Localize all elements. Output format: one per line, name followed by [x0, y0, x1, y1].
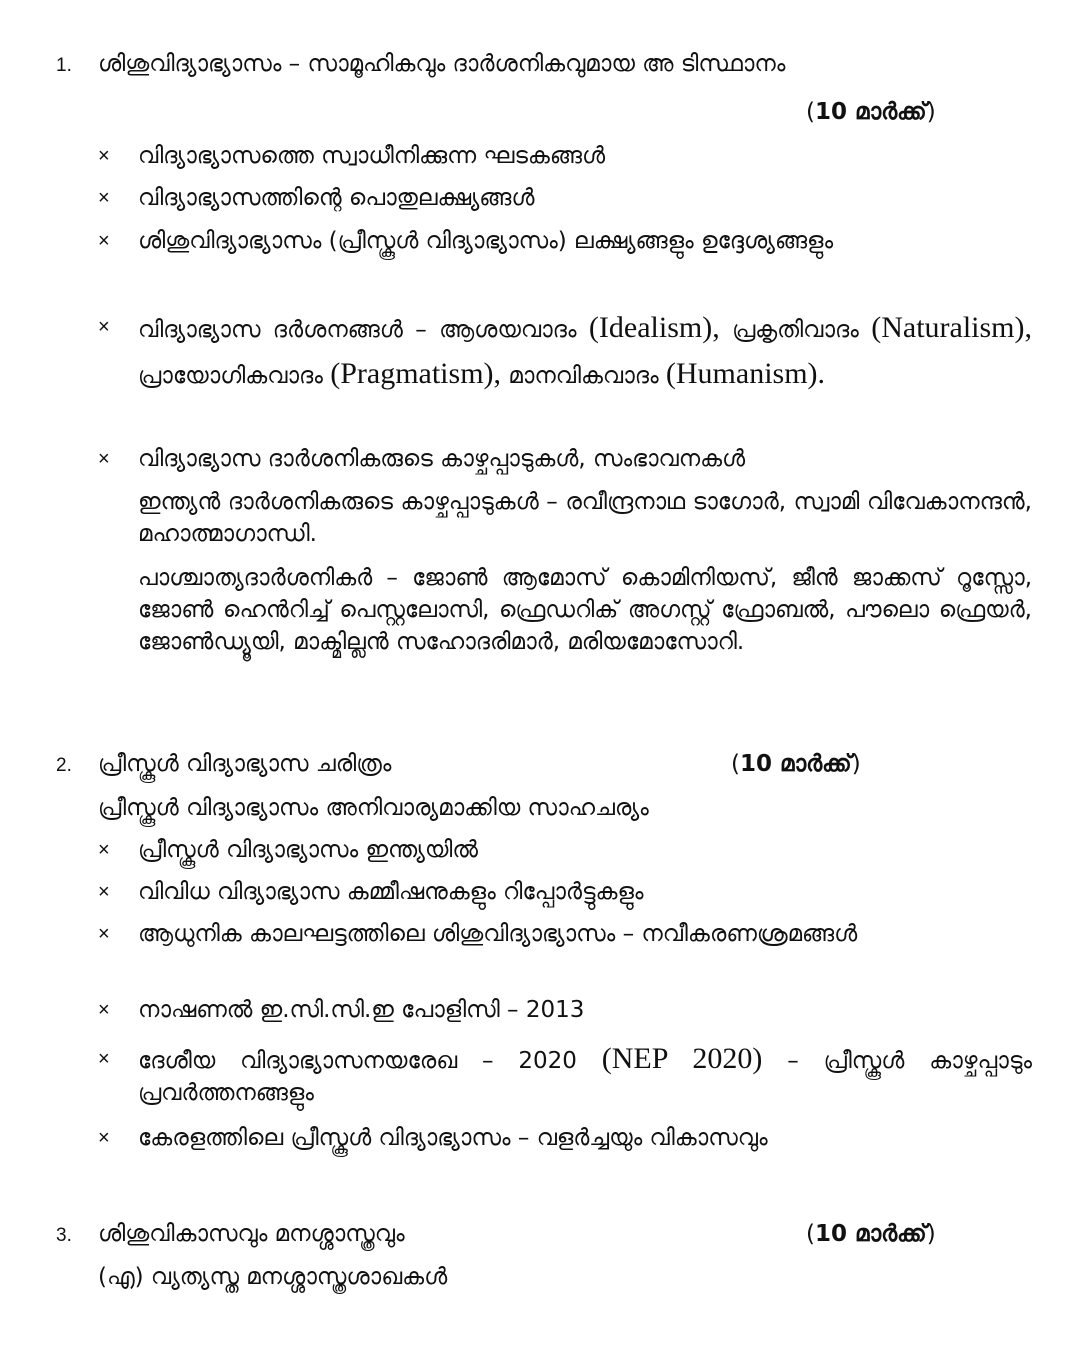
section-3-subheading: (എ) വ്യത്യസ്ത മനശ്ശാസ്ത്രശാഖകൾ [98, 1264, 448, 1290]
list-item: × ശിശുവിദ്യാഭ്യാസം (പ്രീസ്കൂൾ വിദ്യാഭ്യാസം) ലക്ഷ്യങ്ങളും ഉദ്ദേശ്യങ്ങളും [98, 225, 1032, 257]
paragraph-western-philosophers: പാശ്ചാത്യദാർശനികർ – ജോൺ ആമോസ് കൊമിനിയസ്, ജീൻ ജാക്കസ് റൂസ്സോ, ജോൺ ഹെൻറിച്ച് പെസ്റ്റലോസി, ഫ്രെഡറിക് അഗസ്റ്റ് ഫ്രോബൽ, പൗലൊ ഫ്രെയർ, ജോൺഡ്യൂയി, മാക്മില്ലൻ സഹോദരിമാർ, മരിയമോസോറി. [138, 565, 1032, 655]
list-item: × വിദ്യാഭ്യാസത്തെ സ്വാധീനിക്കുന്ന ഘടകങ്ങൾ [98, 140, 1032, 172]
bullet-icon: × [98, 999, 110, 1021]
paragraph-indian-philosophers: ഇന്ത്യൻ ദാർശനികരുടെ കാഴ്ചപ്പാടുകൾ – രവീന്ദ്രനാഥ ടാഗോർ, സ്വാമി വിവേകാനന്ദൻ, മഹാത്മാഗാന്ധി. [138, 489, 1032, 547]
list-item: × വിദ്യാഭ്യാസത്തിന്റെ പൊതുലക്ഷ്യങ്ങൾ [98, 182, 1032, 214]
bullet-icon: × [98, 187, 110, 209]
list-item: × നാഷണൽ ഇ.സി.സി.ഇ പോളിസി – 2013 [98, 994, 1032, 1026]
section-title: പ്രീസ്കൂൾ വിദ്യാഭ്യാസ ചരിത്രം [98, 751, 392, 777]
list-item: × വിവിധ വിദ്യാഭ്യാസ കമ്മീഷനുകളും റിപ്പോർട്ടുകളും [98, 876, 1032, 908]
marks-label: 10 മാർക്ക് [814, 99, 927, 125]
english-term: (NEP 2020) [601, 1042, 763, 1075]
section-3-heading [56, 1218, 405, 1252]
english-term: (Naturalism), [871, 311, 1032, 344]
section-title: ശിശുവിദ്യാഭ്യാസം – സാമൂഹികവും ദാർശനികവുമായ അ ടിസ്ഥാനം [98, 51, 786, 77]
bullet-icon: × [98, 1127, 110, 1149]
list-item: × പ്രീസ്കൂൾ വിദ്യാഭ്യാസം ഇന്ത്യയിൽ [98, 834, 1032, 866]
english-term: (Pragmatism), [330, 357, 502, 390]
section-2-marks: (10 മാർക്ക്) [731, 751, 861, 777]
section-1-heading [56, 48, 785, 82]
section-number: 3. [56, 1225, 72, 1246]
english-term: (Humanism). [665, 357, 826, 390]
bullet-icon: × [98, 839, 110, 861]
bullet-icon: × [98, 145, 110, 167]
bullet-icon: × [98, 230, 110, 252]
list-item: × വിദ്യാഭ്യാസ ദർശനങ്ങൾ – ആശയവാദം (Idealism), പ്രകൃതിവാദം (Naturalism), പ്രായോഗികവാദം (Pragmatism), മാനവികവാദം (Humanism). [98, 306, 1032, 398]
section-3-marks: (10 മാർക്ക്) [806, 1221, 936, 1247]
section-number: 2. [56, 755, 72, 776]
list-item: × ആധുനിക കാലഘട്ടത്തിലെ ശിശുവിദ്യാഭ്യാസം – നവീകരണശ്രമങ്ങൾ [98, 918, 1032, 950]
marks-label: 10 മാർക്ക് [814, 1221, 927, 1247]
bullet-icon: × [98, 316, 110, 338]
section-number: 1. [56, 55, 72, 76]
marks-label: 10 മാർക്ക് [739, 751, 852, 777]
list-item: × ദേശീയ വിദ്യാഭ്യാസനയരേഖ – 2020 (NEP 2020) – പ്രീസ്കൂൾ കാഴ്ചപ്പാടും പ്രവർത്തനങ്ങളും [98, 1042, 1033, 1106]
english-term: (Idealism), [588, 311, 720, 344]
section-title: ശിശുവികാസവും മനശ്ശാസ്ത്രവും [98, 1221, 405, 1247]
section-2-heading [56, 748, 391, 782]
list-item: × കേരളത്തിലെ പ്രീസ്കൂൾ വിദ്യാഭ്യാസം – വളർച്ചയും വികാസവും [98, 1122, 1032, 1154]
bullet-icon: × [98, 881, 110, 903]
bullet-icon: × [98, 1048, 110, 1070]
bullet-icon: × [98, 923, 110, 945]
section-2-intro: പ്രീസ്കൂൾ വിദ്യാഭ്യാസം അനിവാര്യമാക്കിയ സാഹചര്യം [98, 795, 649, 821]
section-1-marks: (10 മാർക്ക്) [806, 99, 936, 125]
list-item: × വിദ്യാഭ്യാസ ദാർശനികരുടെ കാഴ്ചപ്പാടുകൾ, സംഭാവനകൾ [98, 443, 1032, 475]
bullet-icon: × [98, 448, 110, 470]
